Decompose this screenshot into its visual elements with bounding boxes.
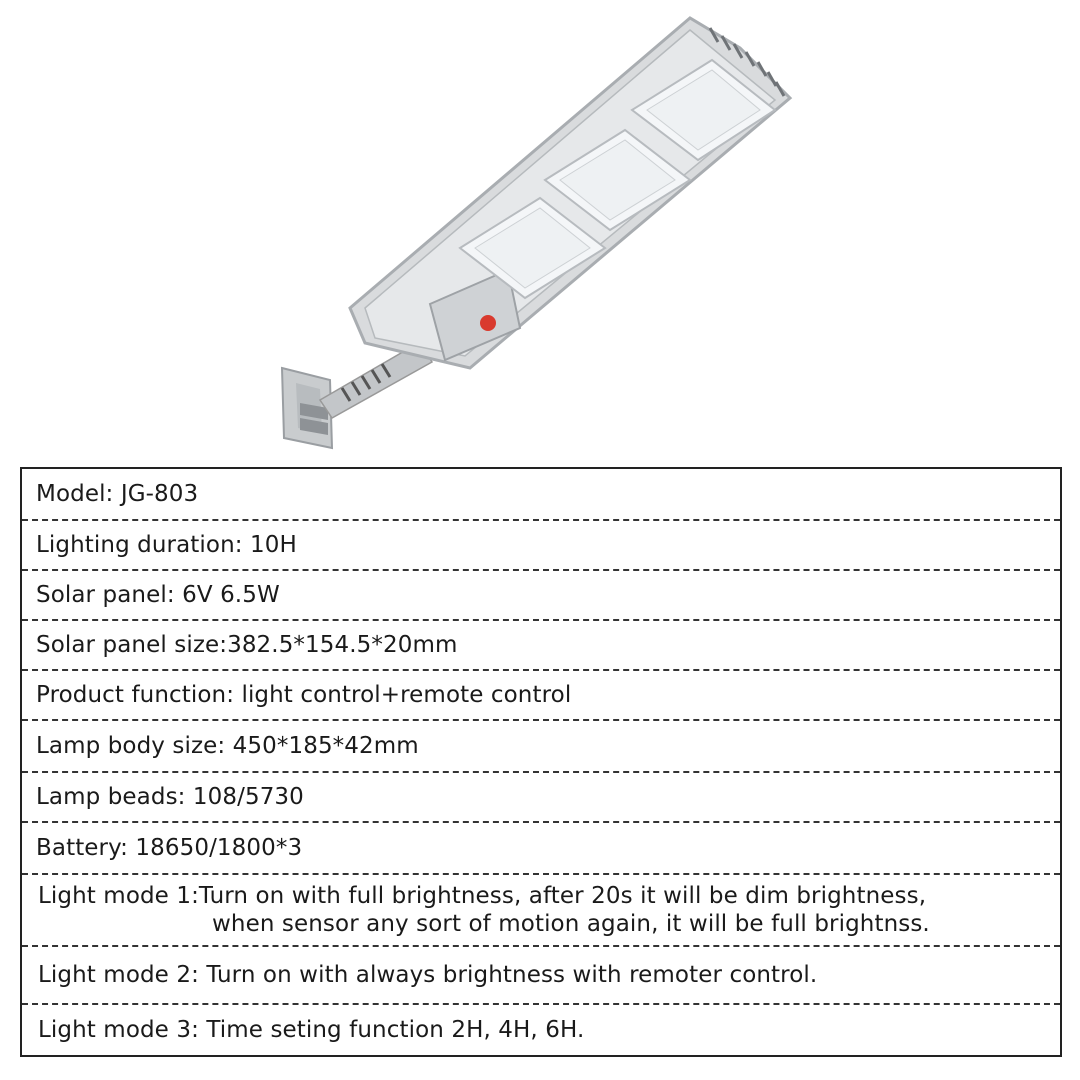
- motion-sensor-icon: [480, 315, 496, 331]
- spec-row-product-function: [22, 671, 1060, 721]
- spec-solar-panel-size: Solar panel size:382.5*154.5*20mm: [36, 632, 458, 658]
- spec-lamp-beads: Lamp beads: 108/5730: [36, 784, 304, 810]
- spec-light-mode-2: Light mode 2: Turn on with always brightness with remoter control.: [38, 962, 818, 988]
- spec-row-lighting-duration: [22, 521, 1060, 571]
- spec-light-mode-1-line1: Light mode 1:Turn on with full brightness, after 20s it will be dim brightness,: [38, 883, 927, 909]
- spec-row-solar-panel-size: [22, 621, 1060, 671]
- spec-row-lamp-beads: [22, 773, 1060, 823]
- solar-street-light-image: [270, 8, 810, 463]
- spec-battery: Battery: 18650/1800*3: [36, 835, 303, 861]
- spec-model: Model: JG-803: [36, 481, 199, 507]
- spec-row-light-mode-2: [22, 947, 1060, 1005]
- spec-table: [20, 467, 1062, 1057]
- spec-row-light-mode-1: [22, 875, 1060, 947]
- spec-row-battery: [22, 823, 1060, 875]
- spec-light-mode-1-line2: when sensor any sort of motion again, it will be full brightnss.: [212, 911, 930, 937]
- spec-lighting-duration: Lighting duration: 10H: [36, 532, 297, 558]
- spec-light-mode-3: Light mode 3: Time seting function 2H, 4H, 6H.: [38, 1017, 585, 1043]
- spec-solar-panel: Solar panel: 6V 6.5W: [36, 582, 280, 608]
- spec-lamp-body-size: Lamp body size: 450*185*42mm: [36, 733, 419, 759]
- spec-product-function: Product function: light control+remote control: [36, 682, 572, 708]
- spec-row-solar-panel: [22, 571, 1060, 621]
- spec-row-light-mode-3: [22, 1005, 1060, 1055]
- spec-row-model: [22, 469, 1060, 521]
- spec-row-lamp-body-size: [22, 721, 1060, 773]
